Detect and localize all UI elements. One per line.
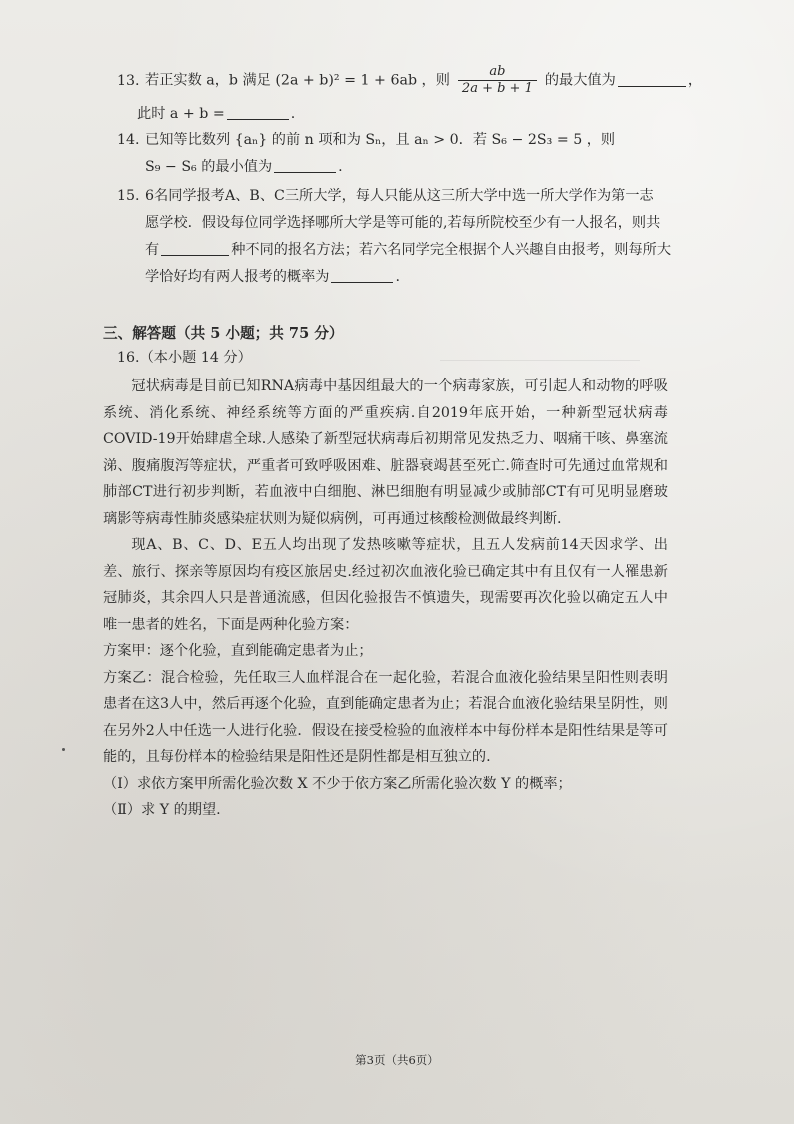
question-13-fraction-numerator: ab [458,64,537,81]
question-15-line1 [117,186,654,206]
question-13-answer-blank-1 [618,72,686,87]
question-16-body [103,373,668,824]
question-15-line2 [145,213,660,233]
question-13-fraction [458,64,537,97]
question-14-answer-blank [274,158,336,173]
question-14-line1 [117,130,615,150]
question-15-line3 [145,240,671,260]
show-through-figure [440,300,640,361]
question-14-number: 14. [117,132,140,148]
question-15-answer-blank-2 [331,268,393,283]
question-16-plan-b: 方案乙：混合检验，先任取三人血样混合在一起化验，若混合血液化验结果呈阳性则表明患者在这3人中，然后再逐个化验，直到能确定患者为止；若混合血液化验结果呈阴性，则在另外2人中任选一人进行化验．假设在接受检验的血液样本中每份样本是阳性结果是等可能的，且每份样本的检验结果是阳性还是阴性都是相互独立的. [103,669,668,765]
question-16-paragraph-1: 冠状病毒是目前已知RNA病毒中基因组最大的一个病毒家族，可引起人和动物的呼吸系统、消化系统、神经系统等方面的严重疾病.自2019年底开始，一种新型冠状病毒COVID-19开始肆虐全球.人感染了新型冠状病毒后初期常见发热乏力、咽痛干咳、鼻塞流涕、腹痛腹泻等症状，严重者可致呼吸困难、脏器衰竭甚至死亡.筛查时可先通过血常规和肺部CT进行初步判断，若血液中白细胞、淋巴细胞有明显减少或肺部CT有可见明显磨玻璃影等病毒性肺炎感染症状则为疑似病例，可再通过核酸检测做最终判断. [103,378,668,527]
question-14-line2-text: S₉ − S₆ 的最小值为 [145,159,273,175]
question-16-part-2: （Ⅱ）求 Y 的期望. [103,802,221,818]
question-16-paragraph-2: 现A、B、C、D、E五人均出现了发热咳嗽等症状，且五人发病前14天因求学、出差、旅行、探亲等原因均有疫区旅居史.经过初次血液化验已确定其中有且仅有一人罹患新冠肺炎，其余四人只是普通流感，但因化验报告不慎遗失，现需要再次化验以确定五人中唯一患者的姓名，下面是两种化验方案： [103,537,668,633]
question-15-line4: 学恰好均有两人报考的概率为 . [145,269,400,285]
question-13-text-a: 若正实数 a，b 满足 (2a + b)² = 1 + 6ab ，则 [145,72,450,89]
question-14-line2: S₉ − S₆ 的最小值为 . [145,159,343,175]
question-13-text-c: ， [687,72,703,89]
question-13-line2: 此时 a + b = . [137,106,296,122]
question-16-plan-a: 方案甲：逐个化验，直到能确定患者为止； [103,643,373,659]
question-15-line2-text: 愿学校．假设每位同学选择哪所大学是等可能的,若每所院校至少有一人报名，则共 [145,215,661,231]
question-15-line3-text-a: 有 [145,242,160,258]
question-15-line3-text-b: 种不同的报名方法；若六名同学完全根据个人兴趣自由报考，则每所大 [231,242,672,258]
question-16-part-1: （Ⅰ）求依方案甲所需化验次数 X 不少于依方案乙所需化验次数 Y 的概率； [103,775,572,792]
scan-speck [62,748,65,751]
question-15-number: 15. [117,188,140,204]
question-15-line4-text: 学恰好均有两人报考的概率为 [145,269,330,285]
question-13-line1 [117,64,702,97]
question-13-number: 13. [117,72,140,89]
question-13-text-b: 的最大值为 [544,72,616,89]
page-number-footer: 第3页（共6页） [355,1053,439,1067]
question-14-line1-text: 已知等比数列 {aₙ} 的前 n 项和为 Sₙ，且 aₙ > 0．若 S₆ − 2S₃ = 5 ，则 [145,132,616,148]
question-16-header: 16.（本小题 14 分） [117,350,252,366]
question-15-line1-text: 6名同学报考A、B、C三所大学，每人只能从这三所大学中选一所大学作为第一志 [145,188,654,204]
question-13-fraction-denominator: 2a + b + 1 [461,81,533,96]
question-15-answer-blank-1 [161,241,229,256]
section-3-heading: 三、解答题（共 5 小题；共 75 分） [103,325,344,342]
question-13-line2-text: 此时 a + b = [137,106,225,122]
question-13-answer-blank-2 [227,105,289,120]
